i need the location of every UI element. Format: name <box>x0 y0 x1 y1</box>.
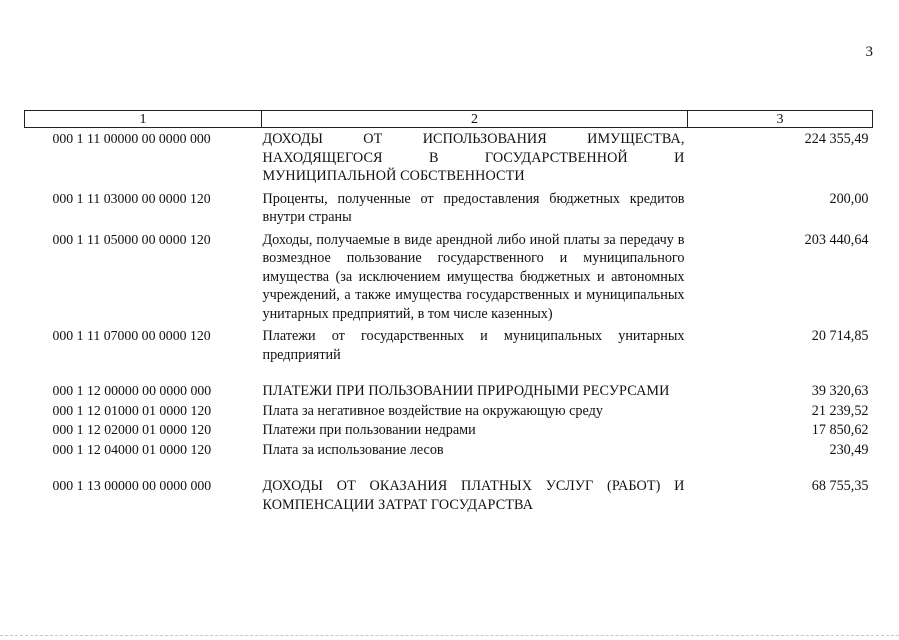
revenue-name: Платежи при пользовании недрами <box>262 422 476 438</box>
revenue-code: 000 1 11 05000 00 0000 120 <box>52 231 211 247</box>
revenue-code: 000 1 11 07000 00 0000 120 <box>52 328 211 343</box>
revenue-code: 000 1 11 00000 00 0000 000 <box>52 131 211 146</box>
revenue-name: Плата за использование лесов <box>262 441 444 458</box>
revenue-name: Доходы, получаемые в виде арендной либо иной платы за передачу в возмездное пользование государственного и муниципального имущества (за исключением имущества бюджетных и автономных учреждений, а также имущества государственных и муниципальных унитарных предприятий, в том числе казенных) <box>262 231 685 322</box>
table-row <box>25 401 873 421</box>
revenue-amount: 39 320,63 <box>811 383 869 399</box>
table-row <box>25 128 873 186</box>
revenue-name: ПЛАТЕЖИ ПРИ ПОЛЬЗОВАНИИ ПРИРОДНЫМИ РЕСУРСАМИ <box>262 383 670 399</box>
revenue-amount: 17 850,62 <box>811 422 869 438</box>
table-row <box>25 227 873 324</box>
revenue-code: 000 1 12 01000 01 0000 120 <box>52 402 212 418</box>
revenue-amount: 68 755,35 <box>811 478 869 494</box>
revenue-code: 000 1 13 00000 00 0000 000 <box>52 478 212 493</box>
table-row <box>25 186 873 227</box>
table-header-row <box>25 111 873 128</box>
column-header-2: 2 <box>262 111 688 128</box>
scan-edge-line <box>0 635 899 637</box>
table-row <box>25 459 873 514</box>
revenue-amount: 203 440,64 <box>804 231 869 248</box>
revenue-name: ДОХОДЫ ОТ ИСПОЛЬЗОВАНИЯ ИМУЩЕСТВА, НАХОДЯЩЕГОСЯ В ГОСУДАРСТВЕННОЙ И МУНИЦИПАЛЬНОЙ СОБСТВЕННОСТИ <box>262 131 685 184</box>
revenue-amount: 200,00 <box>829 190 869 207</box>
revenue-amount: 20 714,85 <box>811 328 869 344</box>
revenue-name: ДОХОДЫ ОТ ОКАЗАНИЯ ПЛАТНЫХ УСЛУГ (РАБОТ) И КОМПЕНСАЦИИ ЗАТРАТ ГОСУДАРСТВА <box>262 478 685 513</box>
revenue-code: 000 1 11 03000 00 0000 120 <box>52 190 211 206</box>
revenue-code: 000 1 12 00000 00 0000 000 <box>52 383 212 398</box>
page-number: 3 <box>865 44 873 60</box>
table-row <box>25 440 873 460</box>
revenue-name: Плата за негативное воздействие на окружающую среду <box>262 402 603 419</box>
budget-revenue-table <box>24 110 873 514</box>
revenue-code: 000 1 12 04000 01 0000 120 <box>52 441 212 457</box>
table-row <box>25 364 873 401</box>
revenue-name: Платежи от государственных и муниципальных унитарных предприятий <box>262 328 685 363</box>
revenue-name: Проценты, полученные от предоставления бюджетных кредитов внутри страны <box>262 190 685 225</box>
revenue-code: 000 1 12 02000 01 0000 120 <box>52 422 212 437</box>
column-header-3: 3 <box>688 111 873 128</box>
revenue-amount: 21 239,52 <box>811 402 869 419</box>
table-row <box>25 323 873 364</box>
table-row <box>25 420 873 440</box>
revenue-amount: 230,49 <box>829 441 869 458</box>
column-header-1: 1 <box>25 111 262 128</box>
revenue-amount: 224 355,49 <box>804 131 869 147</box>
